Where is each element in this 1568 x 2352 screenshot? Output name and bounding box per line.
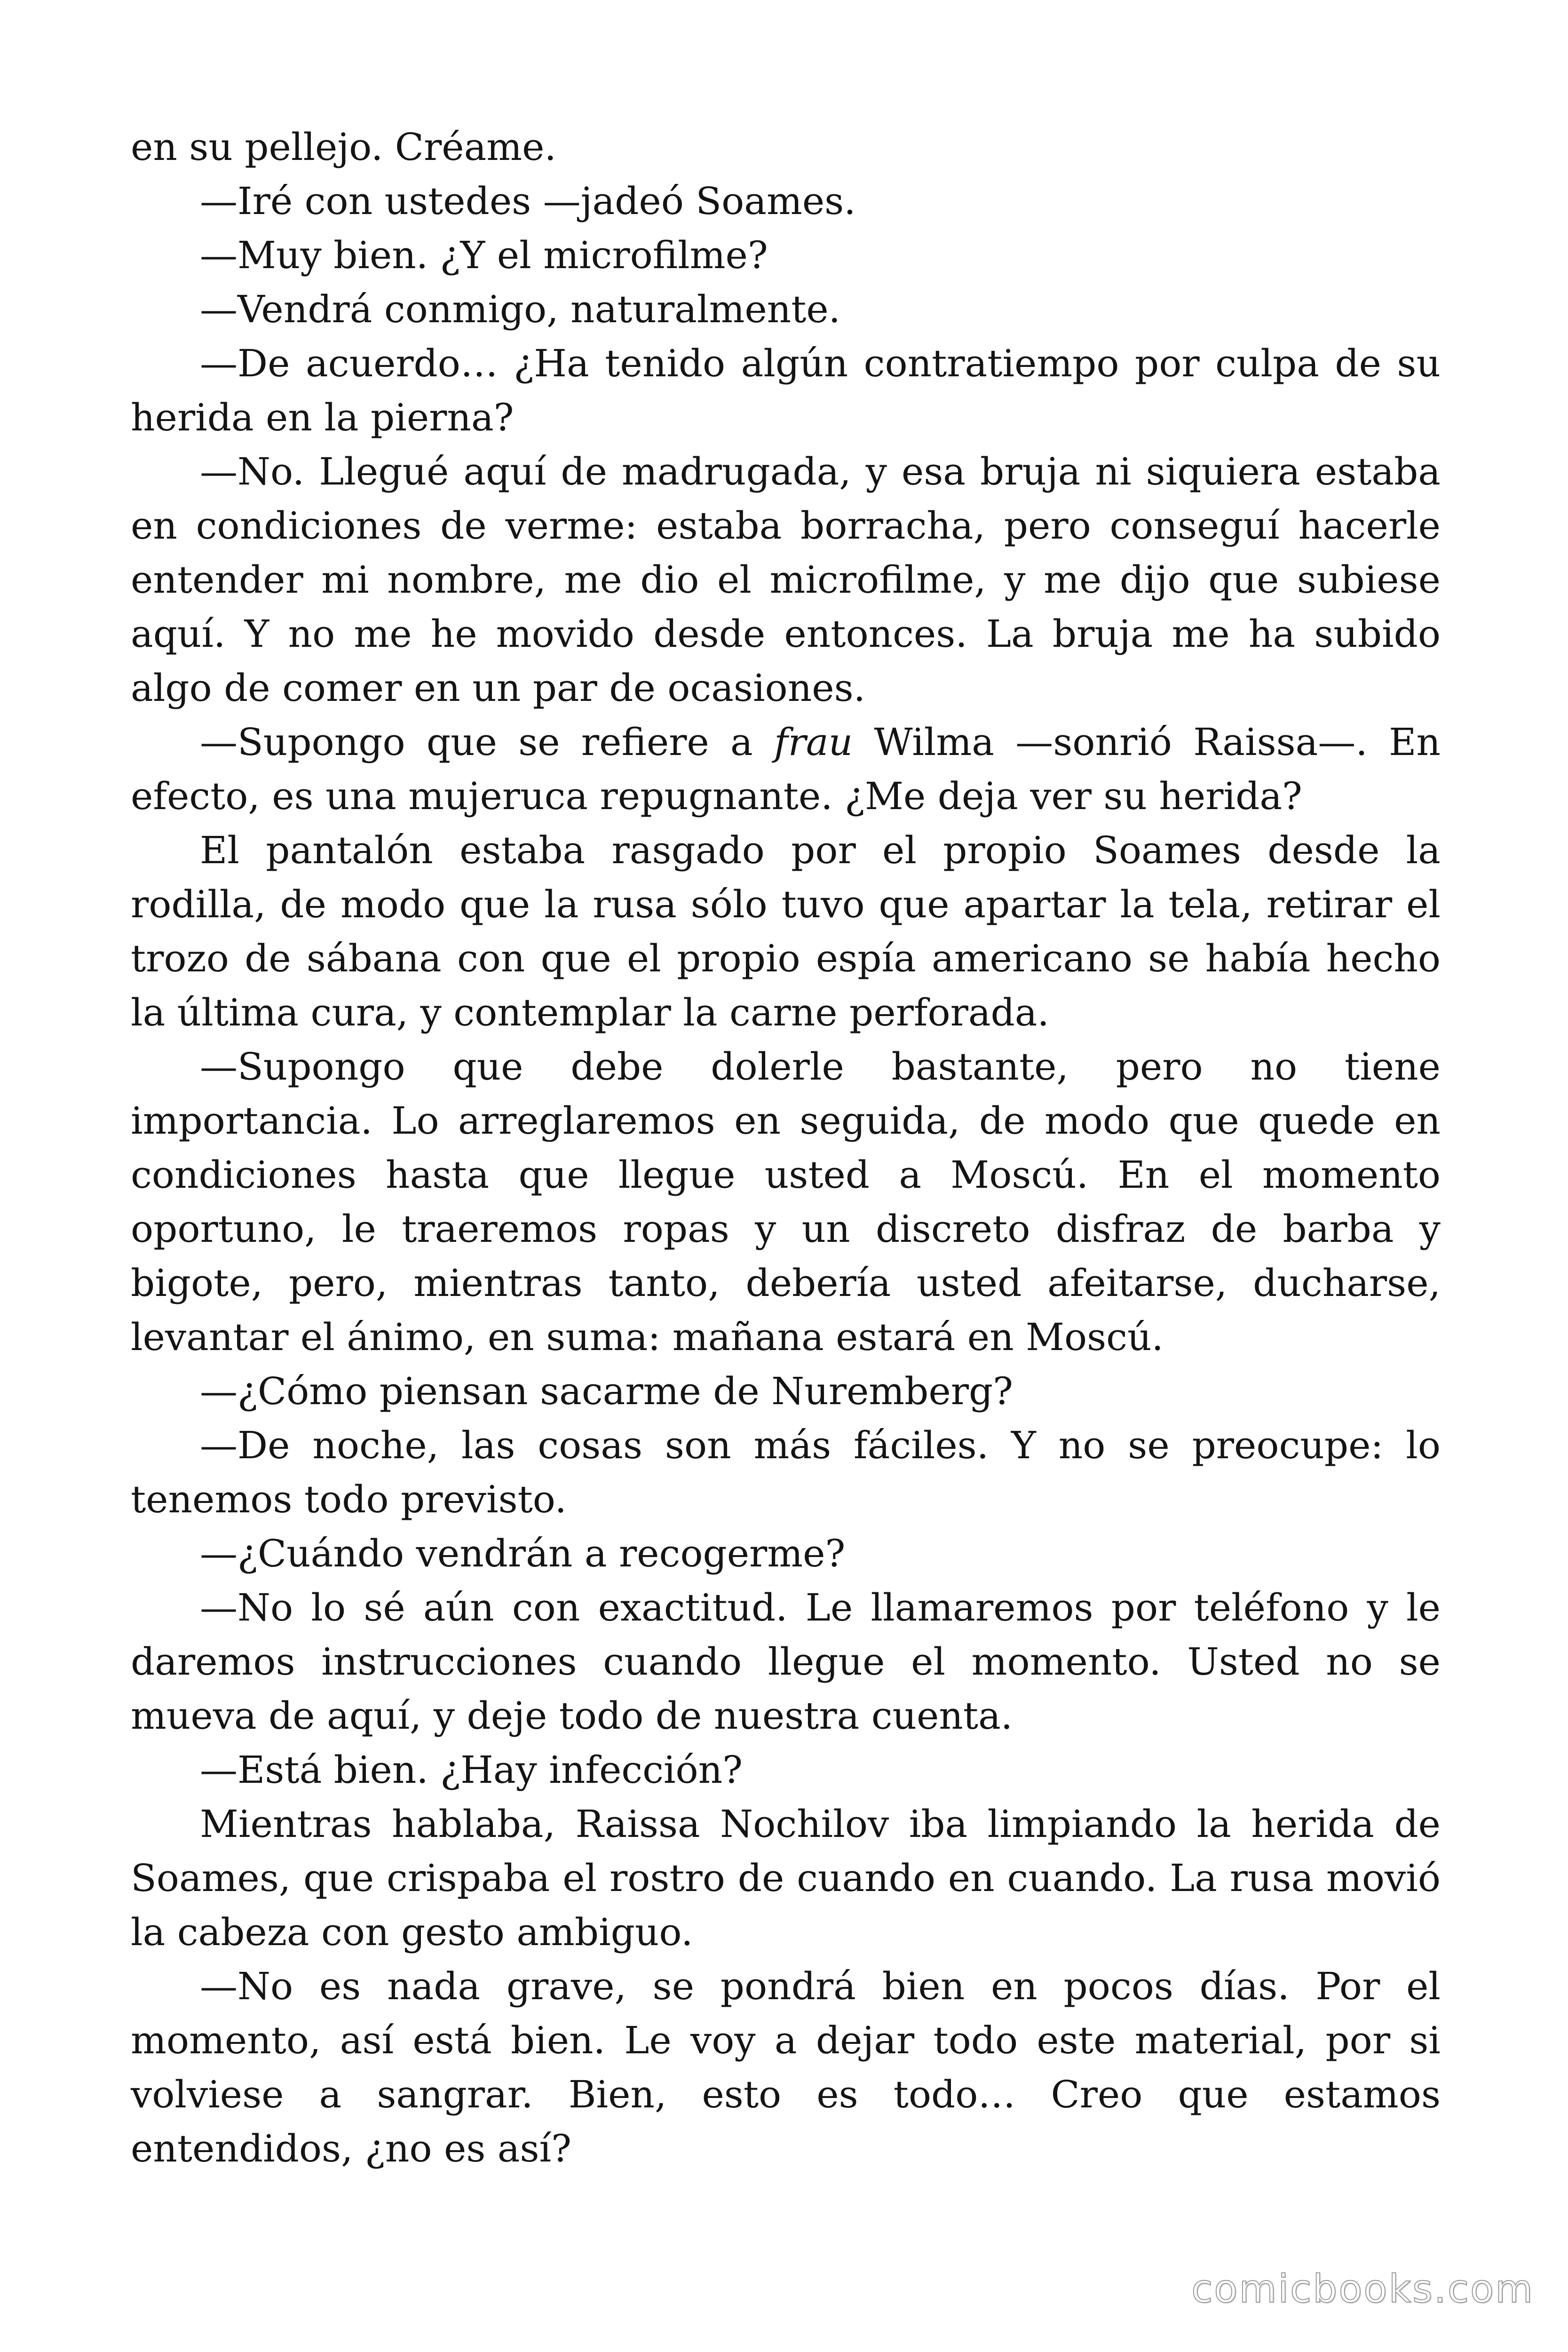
paragraph-text: —Está bien. ¿Hay infección? bbox=[200, 1748, 743, 1792]
paragraph-text: —No lo sé aún con exactitud. Le llamaremos por teléfono y le daremos instrucciones cuando llegue el momento. Usted no se mueva de aquí, y deje todo de nuestra cuenta. bbox=[131, 1586, 1441, 1738]
paragraph bbox=[131, 336, 1441, 445]
paragraph-text: —Iré con ustedes —jadeó Soames. bbox=[200, 179, 856, 223]
paragraph bbox=[131, 823, 1441, 1040]
paragraph-text: —¿Cómo piensan sacarme de Nuremberg? bbox=[200, 1369, 1014, 1413]
paragraph-text: —Supongo que debe dolerle bastante, pero no tiene importancia. Lo arreglaremos en seguida, de modo que quede en condiciones hasta que llegue usted a Moscú. En el momento oportuno, le traeremos ropas y un discreto disfraz de barba y bigote, pero, mientras tanto, debería usted afeitarse, ducharse, levantar el ánimo, en suma: mañana estará en Moscú. bbox=[131, 1045, 1441, 1359]
paragraph-text: El pantalón estaba rasgado por el propio Soames desde la rodilla, de modo que la rusa sólo tuvo que apartar la tela, retirar el trozo de sábana con que el propio espía americano se había hecho la última cura, y contemplar la carne perforada. bbox=[131, 828, 1441, 1034]
paragraph bbox=[131, 1418, 1441, 1526]
paragraph bbox=[131, 445, 1441, 715]
paragraph bbox=[131, 1743, 1441, 1797]
paragraph bbox=[131, 715, 1441, 823]
paragraph bbox=[131, 1364, 1441, 1418]
book-page-text bbox=[131, 120, 1441, 2176]
watermark: comicbooks.com bbox=[1191, 2267, 1534, 2312]
paragraph bbox=[131, 1526, 1441, 1581]
paragraph bbox=[131, 1581, 1441, 1743]
paragraph bbox=[131, 1797, 1441, 1959]
paragraph-text: Wilma —sonrió Raissa—. En efecto, es una mujeruca repugnante. ¿Me deja ver su herida? bbox=[131, 720, 1441, 818]
paragraph-text: —De acuerdo… ¿Ha tenido algún contratiempo por culpa de su herida en la pierna? bbox=[131, 342, 1441, 439]
paragraph bbox=[131, 1040, 1441, 1364]
paragraph bbox=[131, 1959, 1441, 2176]
paragraph-text: —No es nada grave, se pondrá bien en pocos días. Por el momento, así está bien. Le voy a dejar todo este material, por si volviese a sangrar. Bien, esto es todo… Creo que estamos entendidos, ¿no es así? bbox=[131, 1964, 1441, 2170]
paragraph-text: —De noche, las cosas son más fáciles. Y no se preocupe: lo tenemos todo previsto. bbox=[131, 1423, 1441, 1521]
paragraph bbox=[131, 174, 1441, 228]
italic-text: frau bbox=[774, 720, 853, 764]
paragraph-text: Mientras hablaba, Raissa Nochilov iba limpiando la herida de Soames, que crispaba el rostro de cuando en cuando. La rusa movió la cabeza con gesto ambiguo. bbox=[131, 1802, 1441, 1954]
paragraph bbox=[131, 282, 1441, 336]
paragraph-text: —Supongo que se refiere a bbox=[200, 720, 775, 764]
paragraph-text: —Muy bien. ¿Y el microfilme? bbox=[200, 233, 768, 277]
paragraph-text: en su pellejo. Créame. bbox=[131, 125, 556, 169]
paragraph bbox=[131, 228, 1441, 282]
paragraph-text: —No. Llegué aquí de madrugada, y esa bruja ni siquiera estaba en condiciones de verme: estaba borracha, pero conseguí hacerle entender mi nombre, me dio el microfilme, y me dijo que subiese aquí. Y no me he movido desde entonces. La bruja me ha subido algo de comer en un par de ocasiones. bbox=[131, 450, 1441, 710]
paragraph-text: —¿Cuándo vendrán a recogerme? bbox=[200, 1532, 846, 1575]
paragraph-text: —Vendrá conmigo, naturalmente. bbox=[200, 287, 841, 331]
paragraph bbox=[131, 120, 1441, 174]
